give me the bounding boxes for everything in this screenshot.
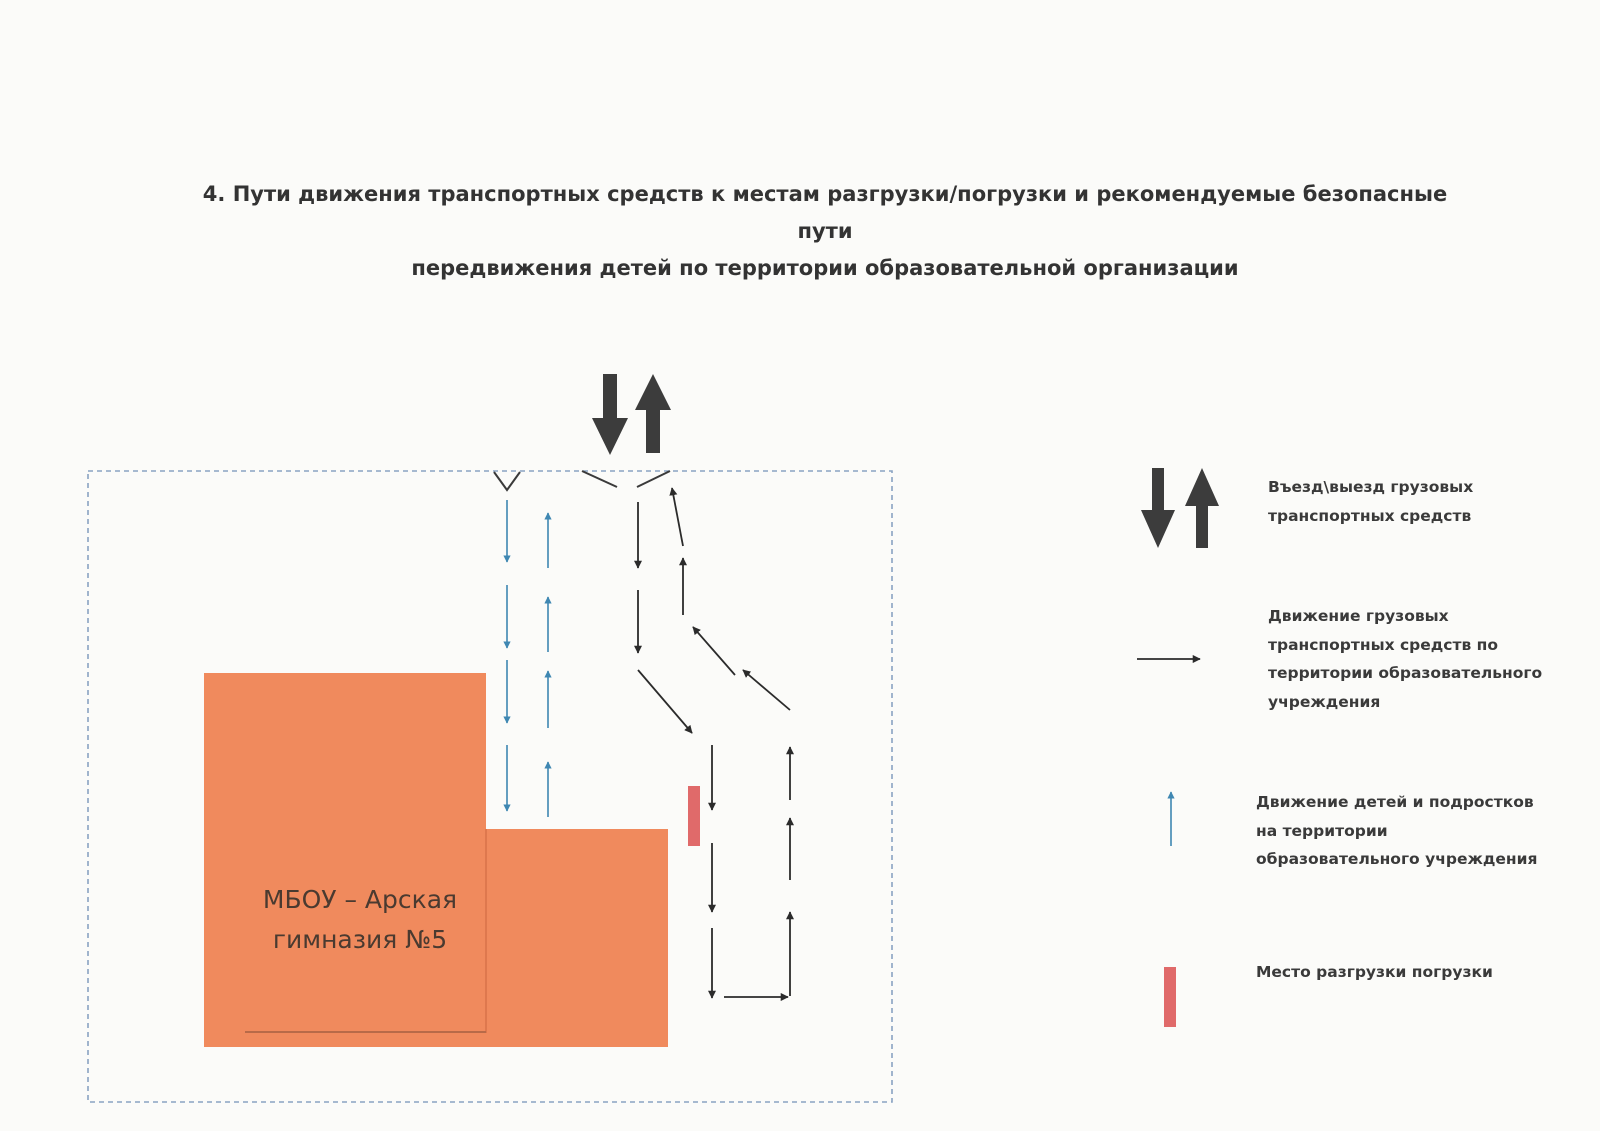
legend-line: транспортных средств по xyxy=(1268,635,1499,654)
truck-arrow xyxy=(743,670,790,710)
legend-symbols xyxy=(1137,468,1219,1027)
legend-truck-movement xyxy=(1268,602,1542,716)
title-line-1: 4. Пути движения транспортных средств к местам разгрузки/погрузки и рекомендуемые безопасные пути xyxy=(202,182,1448,243)
loading-place-marker xyxy=(688,786,700,846)
legend-entry-exit xyxy=(1268,473,1473,530)
legend-line: на территории xyxy=(1256,821,1388,840)
title-line-2: передвижения детей по территории образовательной организации xyxy=(411,256,1239,280)
children-paths xyxy=(507,500,548,817)
legend-line: транспортных средств xyxy=(1268,506,1472,525)
legend-loading-place xyxy=(1164,967,1176,1027)
entry-exit-arrows xyxy=(592,374,671,455)
legend-line: учреждения xyxy=(1268,692,1381,711)
building-label-line-1: МБОУ – Арская xyxy=(262,885,458,914)
legend-line: образовательного учреждения xyxy=(1256,850,1538,868)
legend-line: Движение детей и подростков xyxy=(1256,793,1534,811)
legend-loading-place-text xyxy=(1256,958,1493,987)
building-label xyxy=(230,880,490,960)
entry-arrow-down xyxy=(592,374,628,455)
legend-children-movement xyxy=(1256,788,1537,874)
legend-exit-arrow-up xyxy=(1185,468,1219,548)
school-building xyxy=(204,673,668,1047)
exit-arrow-up xyxy=(635,374,671,453)
legend-line: Въезд\выезд грузовых xyxy=(1268,478,1474,496)
gate-lines xyxy=(494,471,670,490)
truck-arrow xyxy=(693,627,735,675)
building-label-line-2: гимназия №5 xyxy=(272,925,448,954)
truck-arrow xyxy=(672,488,683,546)
legend-line: Движение грузовых xyxy=(1268,607,1449,625)
legend-entry-arrow-down xyxy=(1141,468,1175,548)
legend-line: территории образовательного xyxy=(1268,664,1543,682)
truck-arrow xyxy=(638,670,692,733)
legend-line: Место разгрузки погрузки xyxy=(1256,963,1493,981)
